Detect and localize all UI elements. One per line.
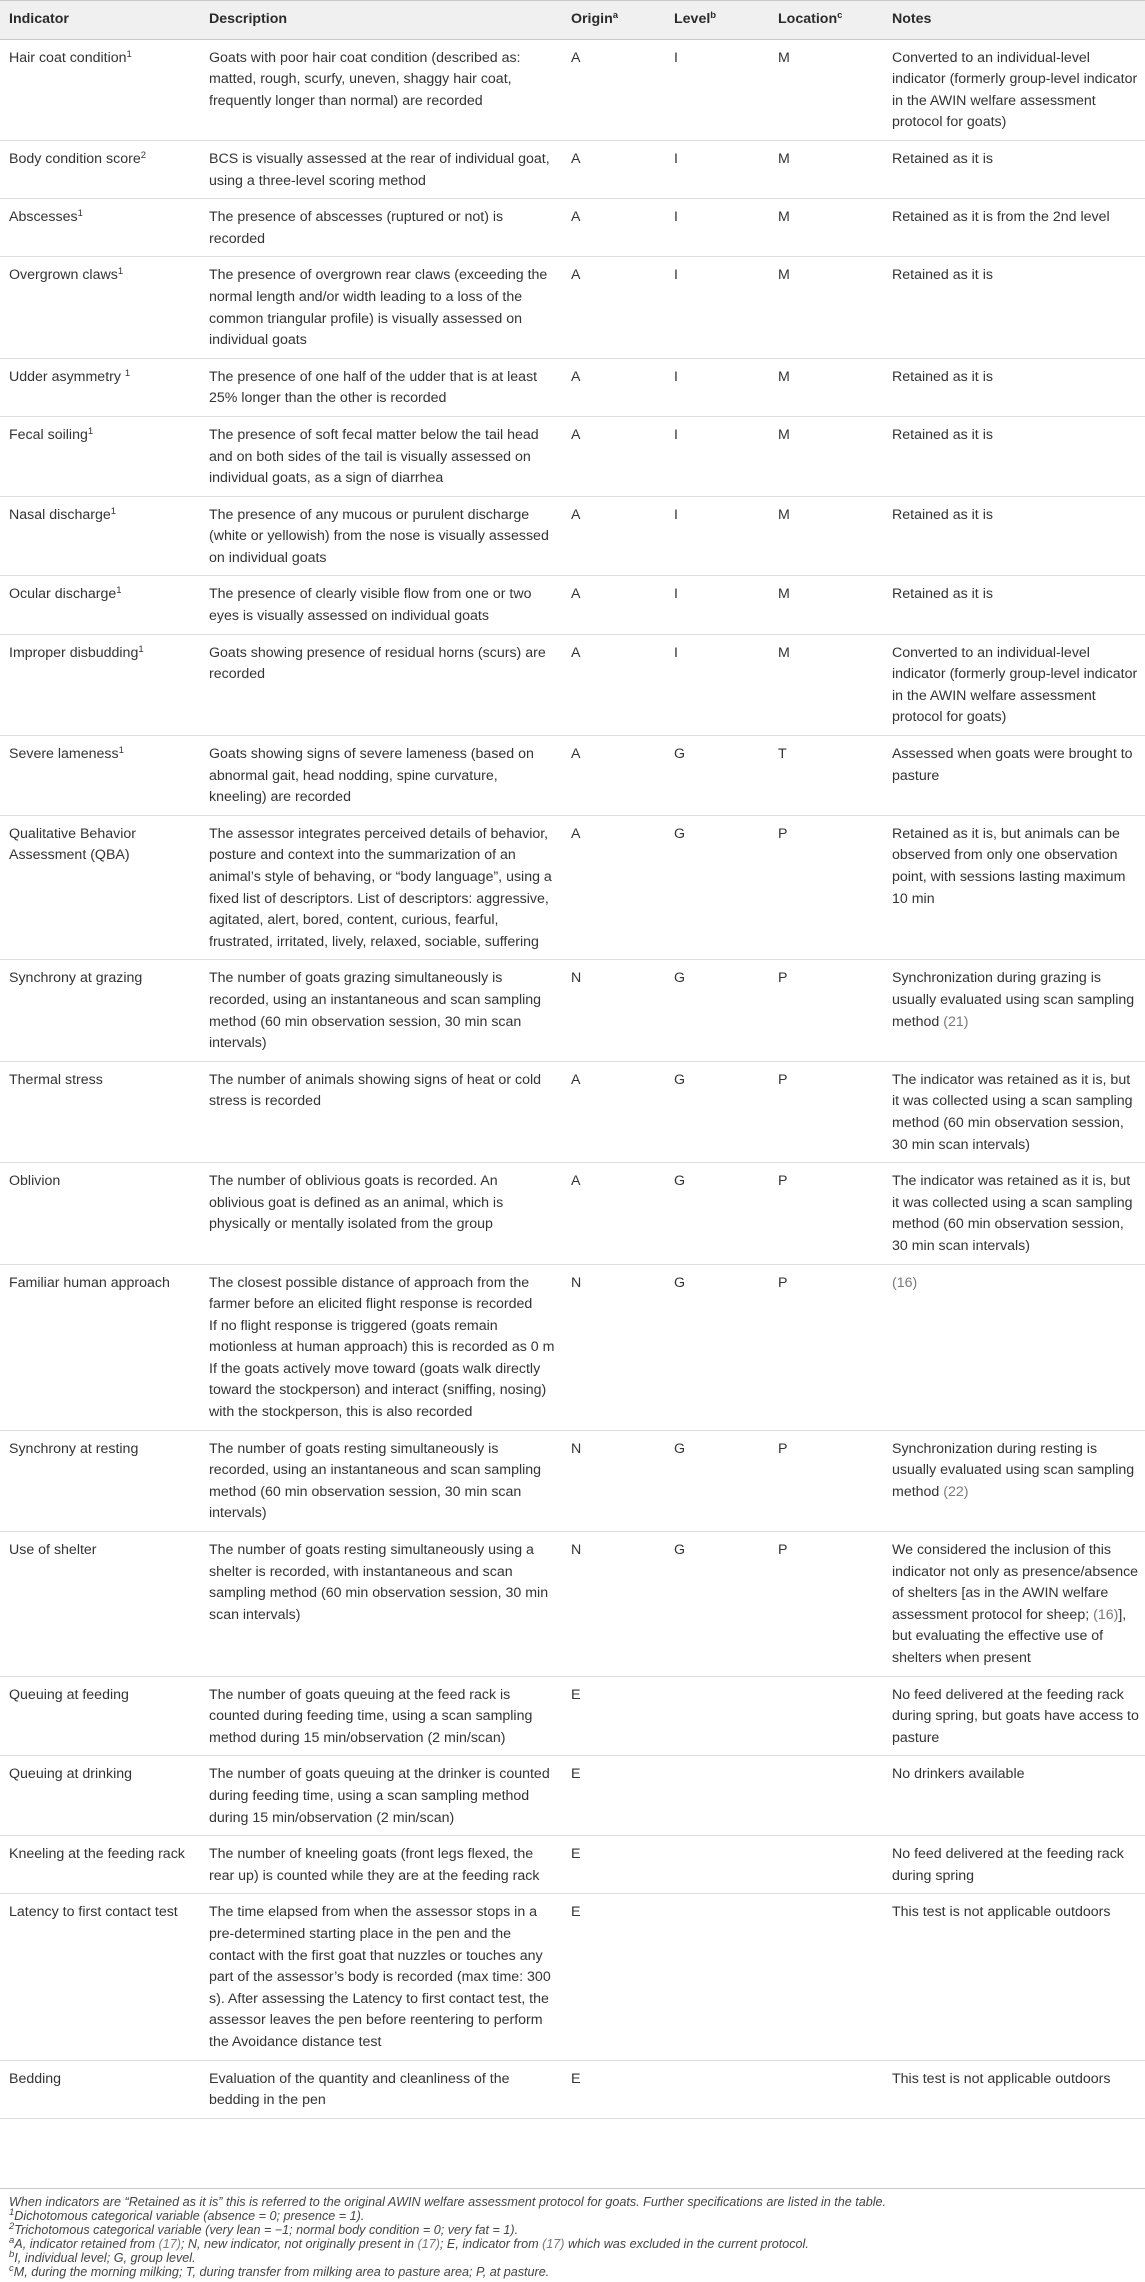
- cell-description: The presence of one half of the udder that is at least 25% longer than the other is recorded: [200, 358, 562, 416]
- cell-location: M: [769, 39, 883, 140]
- cell-origin: E: [562, 1836, 665, 1894]
- cell-level: G: [665, 1430, 769, 1531]
- cell-description: The time elapsed from when the assessor stops in a pre-determined starting place in the pen and the contact with the first goat that nuzzles or touches any part of the assessor’s body is recorded (max time: 300 s). After assessing the Latency to first contact test, the assessor leaves the pen before reentering to perform the Avoidance distance test: [200, 1894, 562, 2060]
- cell-notes: Synchronization during grazing is usually evaluated using scan sampling method (21): [883, 960, 1145, 1061]
- cell-indicator: Latency to first contact test: [0, 1894, 200, 2060]
- header-origin: Origin$^a$: [562, 1, 665, 40]
- cell-notes: No feed delivered at the feeding rack during spring, but goats have access to pasture: [883, 1676, 1145, 1756]
- cell-level: I: [665, 140, 769, 198]
- cell-level: I: [665, 257, 769, 358]
- cell-notes: Retained as it is: [883, 358, 1145, 416]
- footnote-a: $^a$A, indicator retained from (17); N, new indicator, not originally present in (17); E, indicator from (17) which was excluded in the current protocol.: [9, 2234, 809, 2251]
- table-row: [0, 416, 1145, 496]
- cell-indicator: Body condition score$^2$: [0, 140, 200, 198]
- table-row: [0, 199, 1145, 257]
- cell-description: The number of kneeling goats (front legs flexed, the rear up) is counted while they are at the feeding rack: [200, 1836, 562, 1894]
- cell-location: P: [769, 1061, 883, 1162]
- cell-indicator: Familiar human approach: [0, 1264, 200, 1430]
- table-row: [0, 1894, 1145, 2060]
- cell-description: The number of goats queuing at the drinker is counted during feeding time, using a scan sampling method during 15 min/observation (2 min/scan): [200, 1756, 562, 1836]
- cell-indicator: Oblivion: [0, 1163, 200, 1264]
- description-line: If no flight response is triggered (goats remain motionless at human approach) this is recorded as 0 m: [209, 1317, 555, 1356]
- cell-notes: Retained as it is: [883, 416, 1145, 496]
- table-row: [0, 815, 1145, 960]
- cell-description: The number of goats grazing simultaneously is recorded, using an instantaneous and scan sampling method (60 min observation session, 30 min scan intervals): [200, 960, 562, 1061]
- cell-description: Goats showing signs of severe lameness (based on abnormal gait, head nodding, spine curvature, kneeling) are recorded: [200, 736, 562, 816]
- cell-location: [769, 2060, 883, 2118]
- cell-indicator: Queuing at drinking: [0, 1756, 200, 1836]
- header-description: Description: [200, 1, 562, 40]
- cell-indicator: Improper disbudding$^1$: [0, 634, 200, 735]
- table-row: [0, 1264, 1145, 1430]
- table-row: [0, 1061, 1145, 1162]
- footnote-1: $^1$Dichotomous categorical variable (absence = 0; presence = 1).: [9, 2206, 365, 2223]
- cell-notes: Retained as it is: [883, 140, 1145, 198]
- cell-origin: N: [562, 960, 665, 1061]
- footnote-c: $^c$M, during the morning milking; T, during transfer from milking area to pasture area; P, at pasture.: [9, 2262, 550, 2279]
- cell-level: G: [665, 1163, 769, 1264]
- citation-link[interactable]: (16): [1093, 1606, 1119, 1623]
- cell-notes: Retained as it is: [883, 576, 1145, 634]
- cell-notes: Converted to an individual-level indicator (formerly group-level indicator in the AWIN welfare assessment protocol for goats): [883, 39, 1145, 140]
- cell-indicator: Fecal soiling$^1$: [0, 416, 200, 496]
- cell-description: The number of goats resting simultaneously using a shelter is recorded, with instantaneous and scan sampling method (60 min observation session, 30 min scan intervals): [200, 1532, 562, 1677]
- cell-notes: No drinkers available: [883, 1756, 1145, 1836]
- cell-location: [769, 1836, 883, 1894]
- cell-origin: A: [562, 199, 665, 257]
- cell-indicator: Abscesses$^1$: [0, 199, 200, 257]
- citation-link[interactable]: (17): [542, 2236, 565, 2251]
- cell-origin: A: [562, 358, 665, 416]
- cell-origin: N: [562, 1430, 665, 1531]
- cell-notes: The indicator was retained as it is, but it was collected using a scan sampling method (60 min observation session, 30 min scan intervals): [883, 1061, 1145, 1162]
- cell-notes: Synchronization during resting is usually evaluated using scan sampling method (22): [883, 1430, 1145, 1531]
- cell-indicator: Queuing at feeding: [0, 1676, 200, 1756]
- table-row: [0, 634, 1145, 735]
- cell-notes: [883, 1264, 1145, 1430]
- cell-origin: A: [562, 496, 665, 576]
- table-row: [0, 2060, 1145, 2118]
- cell-notes: Converted to an individual-level indicator (formerly group-level indicator in the AWIN welfare assessment protocol for goats): [883, 634, 1145, 735]
- cell-notes: No feed delivered at the feeding rack during spring: [883, 1836, 1145, 1894]
- table-row: [0, 358, 1145, 416]
- cell-indicator: Overgrown claws$^1$: [0, 257, 200, 358]
- cell-location: M: [769, 199, 883, 257]
- cell-location: P: [769, 815, 883, 960]
- cell-location: M: [769, 257, 883, 358]
- cell-description: The number of goats queuing at the feed rack is counted during feeding time, using a scan sampling method during 15 min/observation (2 min/scan): [200, 1676, 562, 1756]
- citation-link[interactable]: (17): [417, 2236, 440, 2251]
- cell-origin: A: [562, 736, 665, 816]
- cell-level: [665, 1676, 769, 1756]
- cell-origin: A: [562, 576, 665, 634]
- cell-description: The presence of any mucous or purulent discharge (white or yellowish) from the nose is visually assessed on individual goats: [200, 496, 562, 576]
- cell-description: The number of oblivious goats is recorded. An oblivious goat is defined as an animal, which is physically or mentally isolated from the group: [200, 1163, 562, 1264]
- cell-level: [665, 1756, 769, 1836]
- table-row: [0, 1430, 1145, 1531]
- cell-origin: A: [562, 257, 665, 358]
- cell-indicator: Thermal stress: [0, 1061, 200, 1162]
- cell-origin: E: [562, 1756, 665, 1836]
- cell-location: M: [769, 496, 883, 576]
- table-footnotes: [0, 2188, 1145, 2279]
- cell-location: M: [769, 358, 883, 416]
- cell-location: M: [769, 140, 883, 198]
- citation-link[interactable]: (17): [158, 2236, 181, 2251]
- cell-origin: A: [562, 416, 665, 496]
- table-row: [0, 257, 1145, 358]
- citation-link[interactable]: (22): [943, 1483, 969, 1500]
- header-location: Location$^c$: [769, 1, 883, 40]
- cell-origin: E: [562, 2060, 665, 2118]
- cell-description: BCS is visually assessed at the rear of individual goat, using a three-level scoring method: [200, 140, 562, 198]
- cell-level: G: [665, 1532, 769, 1677]
- cell-location: P: [769, 1264, 883, 1430]
- citation-link[interactable]: (21): [943, 1013, 969, 1030]
- cell-notes: Assessed when goats were brought to pasture: [883, 736, 1145, 816]
- header-indicator: Indicator: [0, 1, 200, 40]
- cell-level: I: [665, 576, 769, 634]
- cell-description: Evaluation of the quantity and cleanliness of the bedding in the pen: [200, 2060, 562, 2118]
- cell-level: [665, 1836, 769, 1894]
- table-row: [0, 39, 1145, 140]
- cell-origin: N: [562, 1532, 665, 1677]
- cell-level: G: [665, 815, 769, 960]
- cell-notes: This test is not applicable outdoors: [883, 2060, 1145, 2118]
- cell-notes: We considered the inclusion of this indicator not only as presence/absence of shelters [as in the AWIN welfare assessment protocol for sheep; (16)], but evaluating the effective use of shelters when present: [883, 1532, 1145, 1677]
- cell-level: G: [665, 1061, 769, 1162]
- table-row: [0, 576, 1145, 634]
- cell-level: G: [665, 736, 769, 816]
- cell-description: Goats showing presence of residual horns (scurs) are recorded: [200, 634, 562, 735]
- cell-indicator: Qualitative Behavior Assessment (QBA): [0, 815, 200, 960]
- cell-description: The presence of clearly visible flow from one or two eyes is visually assessed on individual goats: [200, 576, 562, 634]
- cell-description: The number of goats resting simultaneously is recorded, using an instantaneous and scan sampling method (60 min observation session, 30 min scan intervals): [200, 1430, 562, 1531]
- cell-level: I: [665, 358, 769, 416]
- cell-origin: A: [562, 1061, 665, 1162]
- cell-origin: A: [562, 39, 665, 140]
- cell-location: P: [769, 1532, 883, 1677]
- cell-notes: Retained as it is, but animals can be observed from only one observation point, with sessions lasting maximum 10 min: [883, 815, 1145, 960]
- cell-location: M: [769, 576, 883, 634]
- header-level: Level$^b$: [665, 1, 769, 40]
- table-row: [0, 1163, 1145, 1264]
- table-row: [0, 1836, 1145, 1894]
- cell-indicator: Hair coat condition$^1$: [0, 39, 200, 140]
- table-row: [0, 736, 1145, 816]
- cell-location: P: [769, 960, 883, 1061]
- cell-indicator: Kneeling at the feeding rack: [0, 1836, 200, 1894]
- cell-notes: This test is not applicable outdoors: [883, 1894, 1145, 2060]
- cell-description: The presence of overgrown rear claws (exceeding the normal length and/or width leading to a loss of the common triangular profile) is visually assessed on individual goats: [200, 257, 562, 358]
- cell-indicator: Bedding: [0, 2060, 200, 2118]
- table-row: [0, 1532, 1145, 1677]
- header-notes: Notes: [883, 1, 1145, 40]
- cell-description: Goats with poor hair coat condition (described as: matted, rough, scurfy, uneven, shaggy hair coat, frequently longer than normal) are recorded: [200, 39, 562, 140]
- cell-description: The assessor integrates perceived details of behavior, posture and context into the summarization of an animal’s style of behaving, or “body language”, using a fixed list of descriptors. List of descriptors: aggressive, agitated, alert, bored, content, curious, fearful, frustrated, irritated, lively, relaxed, sociable, suffering: [200, 815, 562, 960]
- cell-origin: N: [562, 1264, 665, 1430]
- cell-level: I: [665, 39, 769, 140]
- cell-location: T: [769, 736, 883, 816]
- cell-location: P: [769, 1430, 883, 1531]
- cell-location: P: [769, 1163, 883, 1264]
- cell-indicator: Use of shelter: [0, 1532, 200, 1677]
- cell-notes: Retained as it is: [883, 496, 1145, 576]
- cell-level: I: [665, 634, 769, 735]
- cell-indicator: Ocular discharge$^1$: [0, 576, 200, 634]
- cell-location: M: [769, 416, 883, 496]
- cell-origin: E: [562, 1894, 665, 2060]
- cell-origin: E: [562, 1676, 665, 1756]
- table-header-row: [0, 1, 1145, 40]
- cell-origin: A: [562, 815, 665, 960]
- table-row: [0, 960, 1145, 1061]
- cell-level: G: [665, 1264, 769, 1430]
- cell-origin: A: [562, 1163, 665, 1264]
- cell-description: The presence of soft fecal matter below the tail head and on both sides of the tail is visually assessed on individual goats, as a sign of diarrhea: [200, 416, 562, 496]
- description-line: If the goats actively move toward (goats walk directly toward the stockperson) and interact (sniffing, nosing) with the stockperson, this is also recorded: [209, 1360, 547, 1421]
- table-row: [0, 496, 1145, 576]
- cell-level: [665, 1894, 769, 2060]
- footnote-2: $^2$Trichotomous categorical variable (very lean = −1; normal body condition = 0; very fat = 1).: [9, 2220, 519, 2237]
- footnote-intro: When indicators are “Retained as it is” this is referred to the original AWIN welfare assessment protocol for goats. Further specifications are listed in the table.: [9, 2195, 887, 2209]
- cell-level: I: [665, 496, 769, 576]
- description-line: The closest possible distance of approach from the farmer before an elicited flight response is recorded: [209, 1274, 533, 1313]
- table-row: [0, 140, 1145, 198]
- cell-origin: A: [562, 634, 665, 735]
- cell-description: The number of animals showing signs of heat or cold stress is recorded: [200, 1061, 562, 1162]
- citation-link[interactable]: (16): [892, 1274, 918, 1291]
- cell-notes: Retained as it is: [883, 257, 1145, 358]
- cell-level: G: [665, 960, 769, 1061]
- cell-level: [665, 2060, 769, 2118]
- cell-level: I: [665, 416, 769, 496]
- cell-indicator: Nasal discharge$^1$: [0, 496, 200, 576]
- cell-location: M: [769, 634, 883, 735]
- table-row: [0, 1676, 1145, 1756]
- cell-description: The presence of abscesses (ruptured or not) is recorded: [200, 199, 562, 257]
- cell-indicator: Severe lameness$^1$: [0, 736, 200, 816]
- cell-notes: The indicator was retained as it is, but it was collected using a scan sampling method (60 min observation session, 30 min scan intervals): [883, 1163, 1145, 1264]
- cell-description: [200, 1264, 562, 1430]
- cell-notes: Retained as it is from the 2nd level: [883, 199, 1145, 257]
- cell-location: [769, 1676, 883, 1756]
- cell-origin: A: [562, 140, 665, 198]
- cell-indicator: Synchrony at grazing: [0, 960, 200, 1061]
- cell-location: [769, 1756, 883, 1836]
- cell-indicator: Udder asymmetry $^1$: [0, 358, 200, 416]
- cell-indicator: Synchrony at resting: [0, 1430, 200, 1531]
- cell-level: I: [665, 199, 769, 257]
- footnote-b: $^b$I, individual level; G, group level.: [9, 2248, 196, 2265]
- cell-location: [769, 1894, 883, 2060]
- table-row: [0, 1756, 1145, 1836]
